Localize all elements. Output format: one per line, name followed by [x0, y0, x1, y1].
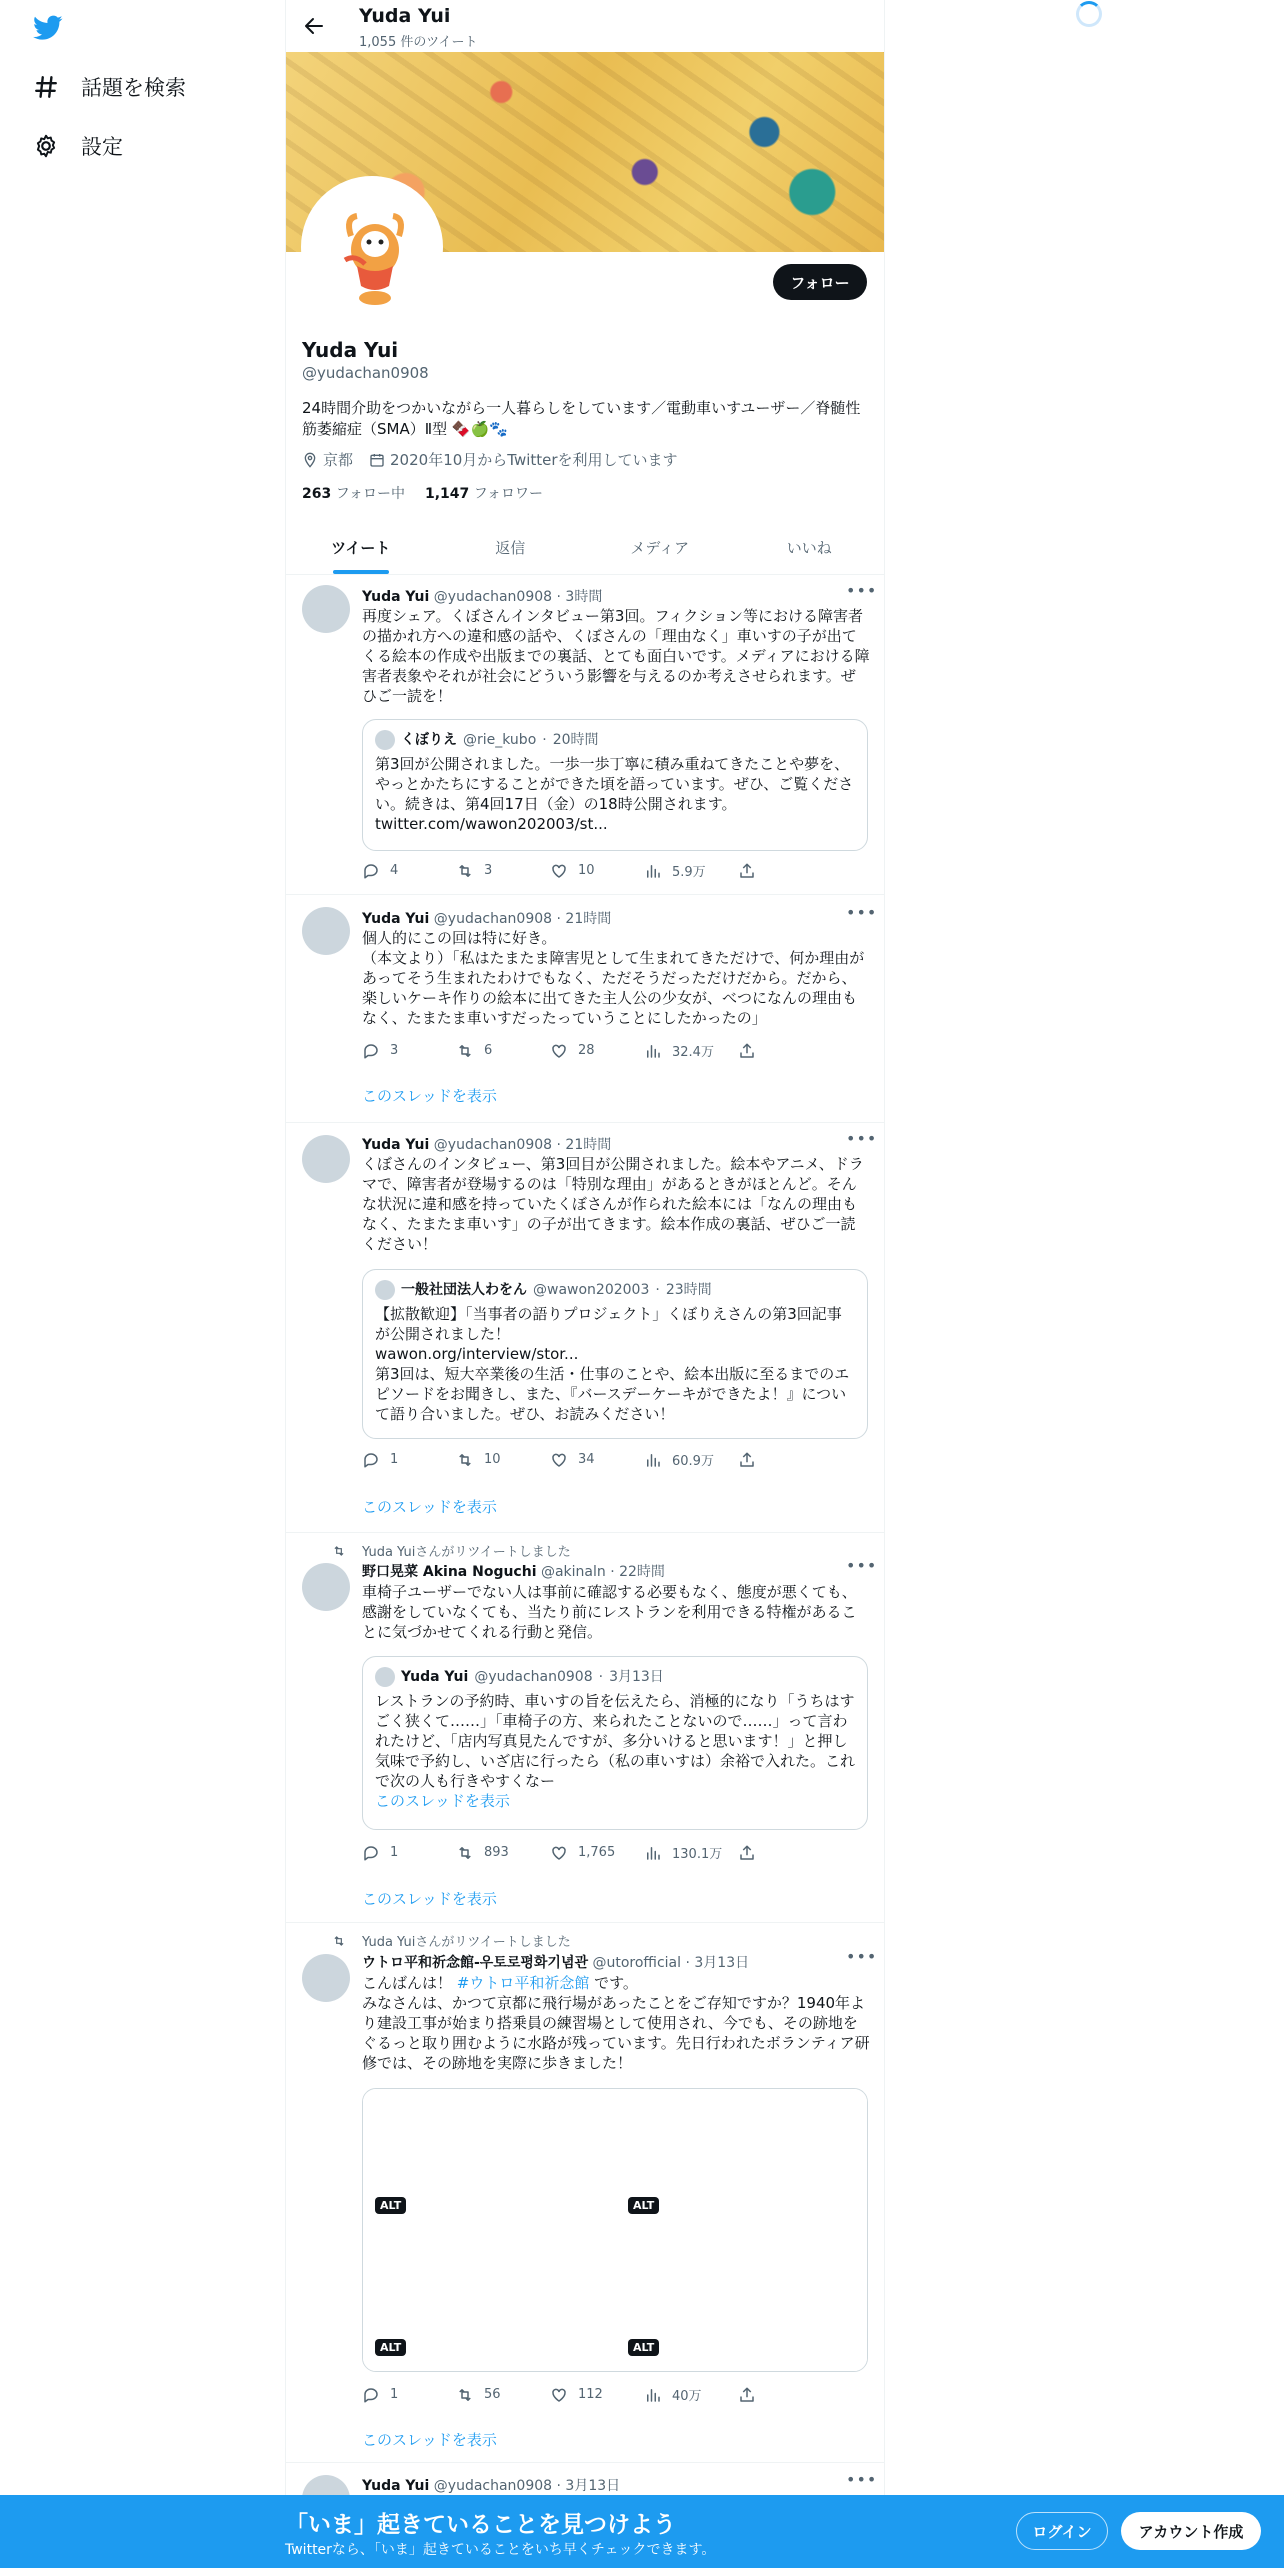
- reply-button[interactable]: [362, 2386, 456, 2404]
- following-count: 263: [302, 486, 332, 502]
- tweet-author-name[interactable]: Yuda Yui: [362, 911, 430, 927]
- like-button[interactable]: [550, 1042, 644, 1060]
- tweet-header: Yuda Yui @yudachan0908 · 21時間: [362, 1137, 612, 1153]
- avatar-illustration: [305, 180, 439, 314]
- tweet-text: くぼさんのインタビュー、第3回目が公開されました。絵本やアニメ、ドラマで、障害者が登場するのは「特別な理由」があるときがほとんど。そんな状況に違和感を持っていたくぼさんが作られた絵本には「なんの理由もなく、たまたま車いす」の子が出てきます。絵本作成の裏話、ぜひご一読ください！: [362, 1155, 864, 1253]
- like-count: 34: [578, 1452, 595, 1467]
- profile-meta: [302, 449, 678, 470]
- like-count: 10: [578, 863, 595, 878]
- profile-tabs: [286, 522, 884, 575]
- like-button[interactable]: [550, 1451, 644, 1469]
- heart-icon: [550, 1844, 568, 1862]
- tweet-author-name[interactable]: Yuda Yui: [362, 2478, 430, 2494]
- views-button[interactable]: [644, 861, 738, 880]
- quote-link[interactable]: wawon.org/interview/stor...: [375, 1345, 579, 1363]
- alt-badge[interactable]: ALT: [375, 2339, 406, 2356]
- reply-button[interactable]: [362, 1451, 456, 1469]
- retweet-button[interactable]: [456, 1844, 550, 1862]
- tweet-time[interactable]: 22時間: [619, 1564, 665, 1580]
- tweet-text-suffix: です。: [589, 1974, 638, 1992]
- tweet-author-handle[interactable]: @utorofficial: [592, 1955, 682, 1971]
- quote-text: 【拡散歓迎】「当事者の語りプロジェクト」くぼりえさんの第3回記事が公開されました！: [375, 1305, 842, 1343]
- followers-count: 1,147: [425, 486, 470, 502]
- calendar-icon: [369, 452, 385, 468]
- view-count: 60.9万: [672, 1454, 714, 1469]
- tweet-author-name[interactable]: Yuda Yui: [362, 589, 430, 605]
- hashtag-link[interactable]: #ウトロ平和祈念館: [456, 1974, 590, 1992]
- tweet-actions: [362, 2385, 832, 2404]
- avatar[interactable]: [302, 585, 350, 633]
- quote-show-thread-link[interactable]: このスレッドを表示: [375, 1792, 510, 1810]
- header-name: Yuda Yui: [359, 5, 451, 27]
- joined-text: 2020年10月からTwitterを利用しています: [390, 451, 678, 469]
- retweet-by-label[interactable]: Yuda Yuiさんがリツイートしました: [362, 1545, 571, 1560]
- retweet-icon: [456, 862, 474, 880]
- retweet-indicator: [332, 1541, 571, 1560]
- analytics-icon: [644, 2386, 662, 2404]
- header-tweet-count: 1,055 件のツイート: [359, 35, 478, 50]
- tweet-actions: [362, 1843, 832, 1862]
- retweet-icon: [456, 2386, 474, 2404]
- reply-count: 1: [390, 2387, 399, 2402]
- quote-tweet[interactable]: 一般社団法人わをん @wawon202003 · 23時間 【拡散歓迎】「当事者の語りプロジェクト」くぼりえさんの第3回記事が公開されました！ wawon.org/interview/stor... 第3回は、短大卒業後の生活・仕事のことや、絵本出版に至るまでのエピソードをお聞きし、また、『バースデーケーキができたよ！』について語り合いました。ぜひ、お読みください！: [362, 1269, 868, 1439]
- show-thread-link[interactable]: このスレッドを表示: [362, 1498, 497, 1516]
- avatar[interactable]: [301, 176, 443, 318]
- share-icon: [738, 862, 756, 880]
- reply-count: 1: [390, 1845, 399, 1860]
- like-button[interactable]: [550, 862, 644, 880]
- reply-icon: [362, 1042, 380, 1060]
- like-count: 28: [578, 1043, 595, 1058]
- avatar: [375, 1667, 395, 1687]
- reply-button[interactable]: [362, 1042, 456, 1060]
- profile-location: [302, 449, 353, 470]
- tweet-actions: [362, 861, 832, 880]
- location-pin-icon: [302, 452, 318, 468]
- retweet-button[interactable]: [456, 1042, 550, 1060]
- alt-badge[interactable]: ALT: [628, 2339, 659, 2356]
- like-count: 1,765: [578, 1845, 616, 1860]
- analytics-icon: [644, 1042, 662, 1060]
- heart-icon: [550, 1042, 568, 1060]
- tweet-text-prefix: こんばんは！: [362, 1974, 457, 1992]
- quote-author-name: 一般社団法人わをん: [401, 1282, 527, 1298]
- share-icon: [738, 2386, 756, 2404]
- avatar[interactable]: [302, 1954, 350, 2002]
- views-button[interactable]: [644, 1843, 738, 1862]
- avatar[interactable]: [302, 907, 350, 955]
- quote-text: レストランの予約時、車いすの旨を伝えたら、消極的になり「うちはすごく狭くて……」「車椅子の方、来られたことないので……」って言われたけど、「店内写真見たんですが、多分いけると思います！」と押し気味で予約し、いざ店に行ったら（私の車いすは）余裕で入れた。これで次の人も行きやすくなー: [375, 1692, 856, 1790]
- hashtag-icon: [33, 74, 59, 100]
- share-icon: [738, 1844, 756, 1862]
- quote-tweet[interactable]: くぼりえ @rie_kubo · 20時間 第3回が公開されました。一歩一歩丁寧に積み重ねてきたことや夢を、やっとかたちにすることができた頃を語っています。ぜひ、ご覧ください。続きは、第4回17日（金）の18時公開されます。 twitter.com/wawon202003/st...: [362, 719, 868, 851]
- like-count: 112: [578, 2387, 603, 2402]
- gear-icon: [33, 133, 59, 159]
- following-label: フォロー中: [335, 486, 405, 502]
- twitter-logo-icon[interactable]: [33, 15, 63, 41]
- nav-settings[interactable]: [33, 131, 123, 161]
- tweet-time[interactable]: 3月13日: [694, 1955, 750, 1971]
- share-button[interactable]: [738, 1844, 832, 1862]
- share-button[interactable]: [738, 2386, 832, 2404]
- tweet-text: 再度シェア。くぼさんインタビュー第3回。フィクション等における障害者の描かれ方への違和感の話や、くぼさんの「理由なく」車いすの子が出てくる絵本の作成や出版までの裏話、とても面白いです。メディアにおける障害者表象やそれが社会にどういう影響を与えるのか考えさせられます。ぜひご一読を！: [362, 607, 870, 705]
- show-thread-link[interactable]: このスレッドを表示: [362, 1890, 497, 1908]
- retweet-count: 56: [484, 2387, 501, 2402]
- retweet-button[interactable]: [456, 2386, 550, 2404]
- tab-media[interactable]: メディア: [630, 539, 690, 557]
- tweet-time[interactable]: 3時間: [565, 589, 603, 605]
- tweet[interactable]: [286, 575, 884, 895]
- profile-handle: @yudachan0908: [302, 364, 429, 382]
- retweet-button[interactable]: [456, 862, 550, 880]
- signup-banner-title: 「いま」起きていることを見つけよう: [285, 2512, 676, 2538]
- avatar[interactable]: [302, 1135, 350, 1183]
- tweet-text: 車椅子ユーザーでない人は事前に確認する必要もなく、態度が悪くても、感謝をしていなくても、当たり前にレストランを利用できる特権があることに気づかせてくれる行動と発信。: [362, 1583, 857, 1641]
- share-button[interactable]: [738, 862, 832, 880]
- signup-banner-subtitle: Twitterなら、「いま」起きていることをいち早くチェックできます。: [285, 2542, 716, 2558]
- tweet-author-handle[interactable]: @yudachan0908: [433, 589, 553, 605]
- tweet-actions: [362, 1450, 832, 1469]
- profile-joined: [369, 449, 678, 470]
- main-column: [285, 0, 885, 2568]
- tweet-header: Yuda Yui @yudachan0908 · 21時間: [362, 911, 612, 927]
- followers-label: フォロワー: [473, 486, 544, 502]
- more-icon[interactable]: •••: [846, 581, 878, 600]
- show-thread-link[interactable]: このスレッドを表示: [362, 1087, 497, 1105]
- views-button[interactable]: [644, 1450, 738, 1469]
- reply-count: 1: [390, 1452, 399, 1467]
- tweet[interactable]: [286, 1923, 884, 2463]
- tweet[interactable]: [286, 1123, 884, 1533]
- reply-icon: [362, 1844, 380, 1862]
- analytics-icon: [644, 1451, 662, 1469]
- view-count: 40万: [672, 2389, 702, 2404]
- tweet-author-name[interactable]: 野口晃菜 Akina Noguchi: [362, 1564, 537, 1580]
- back-arrow-icon[interactable]: [302, 14, 326, 38]
- alt-badge[interactable]: ALT: [628, 2197, 659, 2214]
- view-count: 32.4万: [672, 1045, 714, 1060]
- tweet[interactable]: [286, 1533, 884, 1923]
- quote-author-handle: @yudachan0908: [474, 1669, 593, 1685]
- more-icon[interactable]: •••: [846, 2470, 878, 2489]
- create-account-button[interactable]: アカウント作成: [1121, 2512, 1261, 2550]
- login-button[interactable]: ログイン: [1016, 2512, 1108, 2550]
- analytics-icon: [644, 1844, 662, 1862]
- alt-badge[interactable]: ALT: [375, 2197, 406, 2214]
- tweet-time[interactable]: 21時間: [565, 1137, 612, 1153]
- reply-icon: [362, 1451, 380, 1469]
- quote-author-name: くぼりえ: [401, 732, 457, 748]
- tweet-author-handle[interactable]: @yudachan0908: [433, 911, 553, 927]
- heart-icon: [550, 862, 568, 880]
- follow-button[interactable]: フォロー: [773, 264, 867, 300]
- retweet-count: 3: [484, 863, 493, 878]
- share-icon: [738, 1451, 756, 1469]
- tweet-header: Yuda Yui @yudachan0908 · 3月13日: [362, 2478, 621, 2494]
- share-button[interactable]: [738, 1042, 832, 1060]
- view-count: 5.9万: [672, 865, 706, 880]
- retweet-icon: [456, 1844, 474, 1862]
- reply-icon: [362, 862, 380, 880]
- tab-tweets[interactable]: ツイート: [286, 522, 436, 574]
- tab-replies[interactable]: 返信: [495, 539, 526, 557]
- tweet-text-intro: [362, 1973, 870, 1993]
- quote-text-continued: 第3回は、短大卒業後の生活・仕事のことや、絵本出版に至るまでのエピソードをお聞きし、また、『バースデーケーキができたよ！』について語り合いました。ぜひ、お読みください！: [375, 1365, 850, 1423]
- quote-text: 第3回が公開されました。一歩一歩丁寧に積み重ねてきたことや夢を、やっとかたちにすることができた頃を語っています。ぜひ、ご覧ください。続きは、第4回17日（金）の18時公開されます。: [375, 755, 854, 813]
- reply-count: 3: [390, 1043, 399, 1058]
- loading-spinner-icon: [1076, 1, 1102, 27]
- retweet-count: 10: [484, 1452, 501, 1467]
- heart-icon: [550, 1451, 568, 1469]
- quote-author-name: Yuda Yui: [401, 1669, 469, 1685]
- analytics-icon: [644, 862, 662, 880]
- avatar: [375, 1280, 395, 1300]
- reply-button[interactable]: [362, 1844, 456, 1862]
- tweet-header: 野口晃菜 Akina Noguchi @akinaln · 22時間: [362, 1564, 665, 1580]
- tweet-actions: [362, 1041, 832, 1060]
- tweet-time[interactable]: 3月13日: [565, 2478, 621, 2494]
- tweet-header: Yuda Yui @yudachan0908 · 3時間: [362, 589, 603, 605]
- views-button[interactable]: [644, 2385, 738, 2404]
- tweet-text: みなさんは、かつて京都に飛行場があったことをご存知ですか？1940年より建設工事が始まり搭乗員の練習場として使用され、今でも、その跡地をぐるっと取り囲むように水路が残っています。先日行われたボランティア研修では、その跡地を実際に歩きました！: [362, 1994, 870, 2072]
- avatar: [375, 730, 395, 750]
- quote-author-handle: @rie_kubo: [463, 732, 537, 748]
- tweet-header: ウトロ平和祈念館-우토로평화기념관 @utorofficial · 3月13日: [362, 1955, 750, 1971]
- media-grid[interactable]: [362, 2088, 868, 2372]
- profile-name: Yuda Yui: [302, 338, 399, 362]
- avatar[interactable]: [302, 1563, 350, 1611]
- retweet-button[interactable]: [456, 1451, 550, 1469]
- view-count: 130.1万: [672, 1847, 723, 1862]
- reply-count: 4: [390, 863, 399, 878]
- tweet-author-handle[interactable]: @akinaln: [540, 1564, 606, 1580]
- like-button[interactable]: [550, 2386, 644, 2404]
- retweet-count: 893: [484, 1845, 509, 1860]
- quote-time: 3月13日: [609, 1669, 664, 1685]
- tweet-author-name[interactable]: ウトロ平和祈念館-우토로평화기념관: [362, 1955, 589, 1971]
- tab-likes[interactable]: いいね: [786, 539, 832, 557]
- retweet-indicator: [332, 1931, 571, 1950]
- profile-stats: [302, 483, 543, 503]
- more-icon[interactable]: •••: [846, 903, 878, 922]
- like-button[interactable]: [550, 1844, 644, 1862]
- tweet-text: 個人的にこの回は特に好き。 （本文より）「私はたまたま障害児として生まれてきただけで、何か理由があってそう生まれたわけでもなく、ただそうだっただけだから。だから、楽しいケーキ作りの絵本に出てきた主人公の少女が、べつになんの理由もなく、たまたま車いすだったっていうことにしたかったの」: [362, 929, 865, 1027]
- following-stat[interactable]: [302, 483, 405, 503]
- followers-stat[interactable]: [425, 483, 543, 503]
- tweet-author-name[interactable]: Yuda Yui: [362, 1137, 430, 1153]
- show-thread-link[interactable]: このスレッドを表示: [362, 2431, 497, 2449]
- more-icon[interactable]: •••: [846, 1556, 878, 1575]
- more-icon[interactable]: •••: [846, 1947, 878, 1966]
- profile-bio: 24時間介助をつかいながら一人暮らしをしています／電動車いすユーザー／脊髄性筋萎縮症（SMA）Ⅱ型 🍫🍏🐾: [302, 399, 861, 438]
- quote-author-handle: @wawon202003: [533, 1282, 650, 1298]
- tweet-author-handle[interactable]: @yudachan0908: [433, 2478, 553, 2494]
- share-icon: [738, 1042, 756, 1060]
- nav-settings-label: 設定: [81, 135, 123, 159]
- retweet-icon: [456, 1451, 474, 1469]
- quote-link[interactable]: twitter.com/wawon202003/st...: [375, 815, 608, 833]
- quote-tweet[interactable]: Yuda Yui @yudachan0908 · 3月13日 レストランの予約時、車いすの旨を伝えたら、消極的になり「うちはすごく狭くて……」「車椅子の方、来られたことないので……」って言われたけど、「店内写真見たんですが、多分いけると思います！」と押し気味で予約し、いざ店に行ったら（私の車いすは）余裕で入れた。これで次の人も行きやすくなー このスレッドを表示: [362, 1656, 868, 1830]
- nav-explore[interactable]: [33, 72, 186, 102]
- views-button[interactable]: [644, 1041, 738, 1060]
- reply-button[interactable]: [362, 862, 456, 880]
- quote-time: 20時間: [552, 732, 599, 748]
- profile-header-bar: [286, 0, 886, 52]
- reply-icon: [362, 2386, 380, 2404]
- tweet[interactable]: [286, 895, 884, 1123]
- retweet-by-label[interactable]: Yuda Yuiさんがリツイートしました: [362, 1935, 571, 1950]
- signup-banner: [0, 2495, 1284, 2568]
- tweet-author-handle[interactable]: @yudachan0908: [433, 1137, 553, 1153]
- heart-icon: [550, 2386, 568, 2404]
- more-icon[interactable]: •••: [846, 1129, 878, 1148]
- nav-explore-label: 話題を検索: [81, 76, 186, 100]
- share-button[interactable]: [738, 1451, 832, 1469]
- retweet-icon: [456, 1042, 474, 1060]
- quote-time: 23時間: [665, 1282, 712, 1298]
- tweet-time[interactable]: 21時間: [565, 911, 612, 927]
- retweet-icon: [332, 1544, 346, 1558]
- retweet-icon: [332, 1934, 346, 1948]
- retweet-count: 6: [484, 1043, 493, 1058]
- location-text: 京都: [323, 451, 354, 469]
